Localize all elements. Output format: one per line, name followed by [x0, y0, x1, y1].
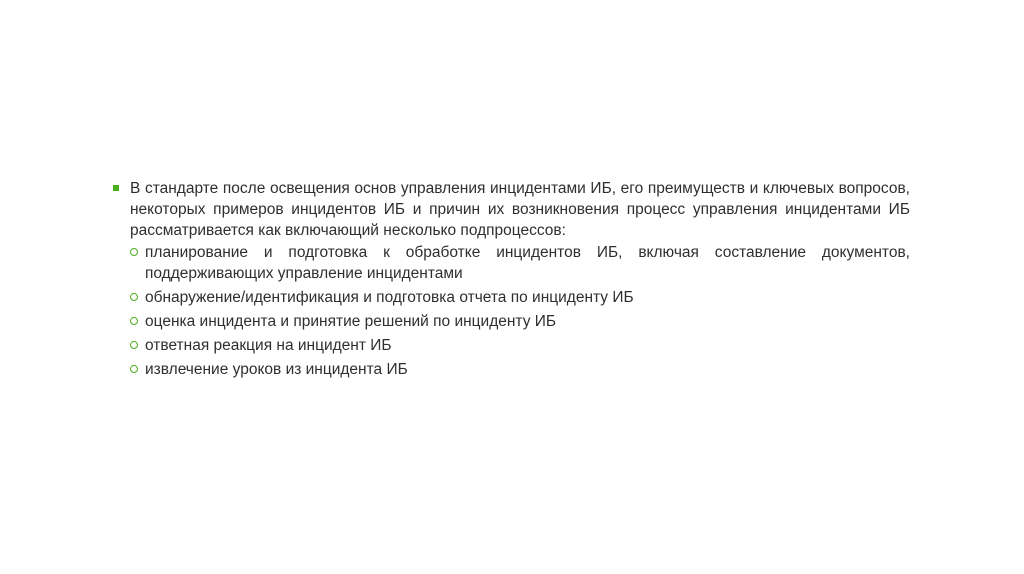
main-bullet-item	[110, 178, 910, 241]
subprocess-text: ответная реакция на инцидент ИБ	[145, 337, 392, 354]
subprocess-item	[110, 287, 910, 308]
subprocess-text: извлечение уроков из инцидента ИБ	[145, 361, 408, 378]
slide-content	[110, 178, 910, 380]
subprocess-list	[110, 242, 910, 380]
subprocess-item	[110, 311, 910, 332]
circle-bullet-icon	[130, 248, 138, 256]
subprocess-text: оценка инцидента и принятие решений по инциденту ИБ	[145, 313, 557, 330]
circle-bullet-icon	[130, 293, 138, 301]
subprocess-item	[110, 335, 910, 356]
subprocess-text: обнаружение/идентификация и подготовка отчета по инциденту ИБ	[145, 289, 634, 306]
subprocess-item	[110, 242, 910, 284]
circle-bullet-icon	[130, 365, 138, 373]
circle-bullet-icon	[130, 317, 138, 325]
subprocess-text: планирование и подготовка к обработке инцидентов ИБ, включая составление документов, поддерживающих управление инцидентами	[145, 244, 910, 282]
intro-text: В стандарте после освещения основ управления инцидентами ИБ, его преимуществ и ключевых вопросов, некоторых примеров инцидентов ИБ и причин их возникновения процесс управления инцидентами ИБ рассматривается как включающий несколько подпроцессов:	[130, 180, 910, 239]
subprocess-item	[110, 359, 910, 380]
square-bullet-icon	[113, 185, 119, 191]
circle-bullet-icon	[130, 341, 138, 349]
